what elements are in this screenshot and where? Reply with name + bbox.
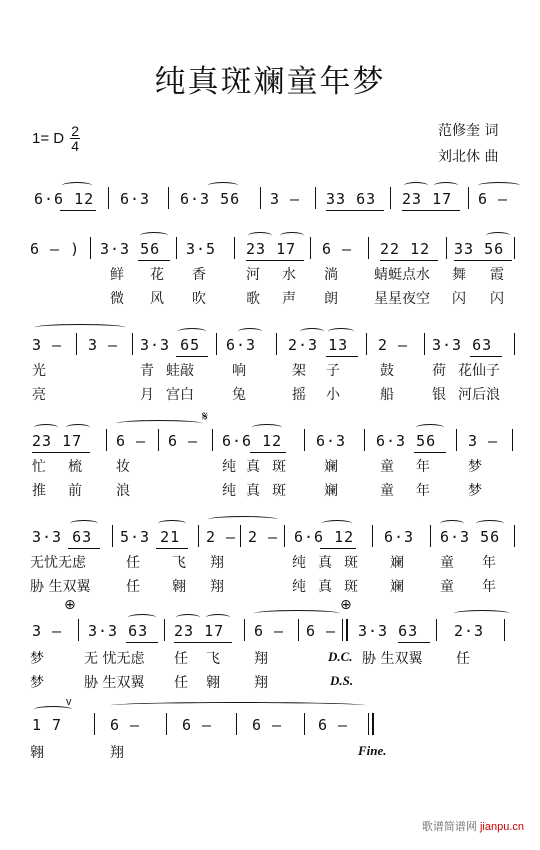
lyric-word: 年 — [416, 459, 430, 475]
lyric-word: 星星夜空 — [374, 291, 430, 307]
lyric-word: 淌 — [324, 267, 338, 283]
barline — [78, 619, 79, 641]
lyric-word: 子 — [326, 363, 340, 379]
lyric-word: 纯 — [222, 483, 236, 499]
barline — [372, 713, 374, 735]
measure: 3 – — [32, 336, 63, 354]
lyric-verse-2 — [0, 672, 540, 694]
barline — [76, 333, 77, 355]
lyric-word: 翔 — [254, 651, 268, 667]
lyric-word: 蛙敲 — [166, 363, 194, 379]
measure: 6·6 12 — [222, 432, 283, 450]
lyric-word: 架 — [292, 363, 306, 379]
lyric-word: 斓 — [324, 483, 338, 499]
watermark — [422, 818, 524, 834]
lyric-word: 胁 生双翼 — [84, 675, 145, 691]
measure: 2·3 13 — [288, 336, 349, 354]
barline — [514, 333, 515, 355]
underline — [138, 260, 170, 261]
tie — [454, 610, 510, 617]
lyric-word: 河后浪 — [458, 387, 500, 403]
slur — [300, 328, 324, 335]
lyric-word: 荷 — [432, 363, 446, 379]
measure: 6·3 — [120, 190, 151, 208]
song-title: 纯真斑斓童年梦 — [154, 64, 386, 100]
score-row-5 — [0, 522, 540, 622]
barline — [298, 619, 299, 641]
underline — [68, 548, 100, 549]
lyric-word: 翱 — [172, 579, 186, 595]
barline — [106, 429, 107, 451]
barline — [284, 525, 285, 547]
measure: 23 17 — [246, 240, 297, 258]
lyric-verse-1 — [0, 552, 540, 574]
measure: 3 – — [88, 336, 119, 354]
barline — [304, 713, 305, 735]
lyric-word: 任 — [126, 579, 140, 595]
barline — [436, 619, 437, 641]
notes-line — [0, 616, 540, 646]
barline — [366, 333, 367, 355]
barline — [212, 429, 213, 451]
measure: 3 – — [270, 190, 301, 208]
lyric-word: 梳 — [68, 459, 82, 475]
lyric-word: 船 — [380, 387, 394, 403]
lyric-word: 斓 — [324, 459, 338, 475]
measure: 6 – — [306, 622, 337, 640]
barline — [304, 429, 305, 451]
lyric-word: 斓 — [390, 555, 404, 571]
lyric-word: 推 — [32, 483, 46, 499]
fine-mark: Fine. — [358, 743, 387, 758]
measure: 33 56 — [454, 240, 505, 258]
lyric-word: 月 — [140, 387, 154, 403]
notes-line — [0, 522, 540, 552]
barline — [446, 237, 447, 259]
lyric-word: 鼓 — [380, 363, 394, 379]
lyric-word: 任 — [174, 675, 188, 691]
lyric-word: 朗 — [324, 291, 338, 307]
lyric-word: 任 — [174, 651, 188, 667]
measure: 6 – ) — [30, 240, 81, 258]
time-top: 2 — [71, 123, 79, 139]
slur — [486, 232, 510, 239]
slur — [476, 520, 504, 527]
underline — [320, 548, 356, 549]
lyric-word: 童 — [380, 483, 394, 499]
score-row-4 — [0, 408, 540, 526]
underline — [32, 452, 90, 453]
measure: 2 – — [378, 336, 409, 354]
underline — [326, 210, 384, 211]
measure: 3·3 63 — [32, 528, 93, 546]
lyric-word: 纯 — [292, 579, 306, 595]
slur — [328, 328, 354, 335]
barline — [164, 619, 165, 641]
barline — [310, 237, 311, 259]
tie — [208, 516, 278, 523]
slur — [208, 182, 238, 189]
lyric-word: 河 — [246, 267, 260, 283]
lyric-word: 翔 — [210, 555, 224, 571]
slur — [280, 232, 304, 239]
lyric-word: 梦 — [30, 675, 44, 691]
lyric-word: 无忧无虑 — [30, 555, 86, 571]
lyric-word: 真 — [318, 579, 332, 595]
ds-mark: D.S. — [330, 673, 354, 688]
lyric-word: 蜻蜓点水 — [374, 267, 430, 283]
lyric-word: 梦 — [468, 459, 482, 475]
lyric-verse-1 — [0, 742, 540, 764]
measure: 6 – — [116, 432, 147, 450]
lyric-word: 花仙子 — [458, 363, 500, 379]
lyric-word: 风 — [150, 291, 164, 307]
lyric-word: 声 — [282, 291, 296, 307]
lyric-word: 歌 — [246, 291, 260, 307]
barline — [158, 429, 159, 451]
barline — [176, 237, 177, 259]
lyric-word: 斓 — [390, 579, 404, 595]
time-bottom: 4 — [71, 138, 79, 154]
measure: 5·3 21 — [120, 528, 181, 546]
barline — [504, 619, 505, 641]
time-signature — [70, 124, 80, 153]
lyric-word: 光 — [32, 363, 46, 379]
measure: 3·5 — [186, 240, 217, 258]
measure: 3·3 63 — [88, 622, 149, 640]
slur — [70, 520, 98, 527]
measure: 23 17 — [402, 190, 453, 208]
lyric-word: 吹 — [192, 291, 206, 307]
notes-line — [0, 330, 540, 360]
barline — [276, 333, 277, 355]
barline — [372, 525, 373, 547]
measure: 6 – — [318, 716, 349, 734]
score-row-3 — [0, 330, 540, 430]
slur — [248, 232, 272, 239]
measure: 6·3 — [316, 432, 347, 450]
measure: 1 7 — [32, 716, 63, 734]
lyric-word: 胁 生双翼 — [30, 579, 91, 595]
notes-line — [0, 426, 540, 456]
underline — [326, 356, 358, 357]
measure: 6·3 — [226, 336, 257, 354]
lyric-word: 胁 生双翼 — [362, 651, 423, 667]
lyric-word: 斑 — [272, 459, 286, 475]
key-label: 1= D — [32, 130, 65, 147]
measure: 2 – — [248, 528, 279, 546]
lyric-word: 响 — [232, 363, 246, 379]
tie — [34, 324, 126, 331]
measure: 6 – — [254, 622, 285, 640]
measure: 3·3 63 — [432, 336, 493, 354]
score-row-6 — [0, 596, 540, 716]
underline — [402, 210, 460, 211]
lyric-word: 微 — [110, 291, 124, 307]
credits — [438, 118, 498, 170]
slur — [416, 424, 444, 431]
measure: 6·3 — [384, 528, 415, 546]
underline — [470, 356, 502, 357]
lyric-word: 小 — [326, 387, 340, 403]
lyric-word: 香 — [192, 267, 206, 283]
barline — [108, 187, 109, 209]
underline — [250, 452, 286, 453]
barline — [240, 525, 241, 547]
lyric-word: 花 — [150, 267, 164, 283]
measure: 6 – — [110, 716, 141, 734]
lyric-word: 霞 — [490, 267, 504, 283]
measure: 3 – — [468, 432, 499, 450]
barline — [512, 429, 513, 451]
notes-line — [0, 234, 540, 264]
tie — [116, 420, 202, 427]
barline — [468, 187, 469, 209]
lyric-word: 斑 — [344, 579, 358, 595]
measure: 33 63 — [326, 190, 377, 208]
lyric-word: 年 — [416, 483, 430, 499]
barline — [198, 525, 199, 547]
barline — [346, 619, 348, 641]
measure: 2 – — [206, 528, 237, 546]
lyric-word: 亮 — [32, 387, 46, 403]
coda-icon: ⊕ — [340, 596, 352, 612]
lyric-verse-1 — [0, 264, 540, 286]
lyric-word: 水 — [282, 267, 296, 283]
slur — [140, 232, 168, 239]
slur — [238, 328, 262, 335]
barline — [216, 333, 217, 355]
lyric-verse-2 — [0, 384, 540, 406]
barline — [390, 187, 391, 209]
barline — [456, 429, 457, 451]
lyricist: 范修奎 词 — [438, 123, 499, 139]
lyric-word: 纯 — [292, 555, 306, 571]
slur — [440, 520, 464, 527]
breath-mark-icon: v — [66, 696, 72, 708]
slur — [158, 520, 186, 527]
notes-line — [0, 184, 540, 214]
measure: 6·6 12 — [294, 528, 355, 546]
lyric-word: 真 — [246, 483, 260, 499]
barline — [236, 713, 237, 735]
slur — [404, 182, 428, 189]
measure: 3·3 63 — [358, 622, 419, 640]
underline — [454, 260, 512, 261]
measure: 6 – — [322, 240, 353, 258]
watermark-url: jianpu.cn — [479, 821, 524, 833]
underline — [126, 642, 158, 643]
barline — [166, 713, 167, 735]
watermark-site: 歌谱简谱网 — [421, 821, 477, 833]
barline — [315, 187, 316, 209]
lyric-word: 翔 — [210, 579, 224, 595]
measure: 6·3 56 — [440, 528, 501, 546]
underline — [60, 210, 96, 211]
barline — [260, 187, 261, 209]
tie — [110, 702, 366, 709]
barline — [424, 333, 425, 355]
lyric-word: 童 — [380, 459, 394, 475]
barline — [368, 713, 369, 735]
measure: 6·3 56 — [376, 432, 437, 450]
underline — [246, 260, 304, 261]
barline — [90, 237, 91, 259]
measure: 2·3 — [454, 622, 485, 640]
lyric-word: 闪 — [452, 291, 466, 307]
score-row-2 — [0, 234, 540, 334]
coda-icon: ⊕ — [64, 596, 76, 612]
slur — [206, 614, 230, 621]
lyric-word: 真 — [318, 555, 332, 571]
lyric-word: 真 — [246, 459, 260, 475]
composer: 刘北休 曲 — [438, 149, 499, 165]
lyric-word: 斑 — [272, 483, 286, 499]
barline — [430, 525, 431, 547]
lyric-word: 忙 — [32, 459, 46, 475]
notes-line — [0, 710, 540, 740]
slur — [322, 520, 352, 527]
slur — [34, 424, 58, 431]
slur — [252, 424, 282, 431]
tie — [478, 182, 520, 189]
lyric-word: 妆 — [116, 459, 130, 475]
key-signature — [32, 124, 80, 153]
barline — [244, 619, 245, 641]
lyric-word: 闪 — [490, 291, 504, 307]
measure: 3 – — [32, 622, 63, 640]
slur — [66, 424, 90, 431]
lyric-verse-2 — [0, 576, 540, 598]
segno-icon: 𝄋 — [202, 408, 209, 424]
lyric-word: 任 — [126, 555, 140, 571]
lyric-word: 翱 — [206, 675, 220, 691]
lyric-word: 银 — [432, 387, 446, 403]
measure: 3·3 65 — [140, 336, 201, 354]
measure: 6·3 56 — [180, 190, 241, 208]
measure: 3·3 56 — [100, 240, 161, 258]
lyric-word: 梦 — [468, 483, 482, 499]
underline — [380, 260, 438, 261]
lyric-word: 兔 — [232, 387, 246, 403]
barline — [94, 713, 95, 735]
measure: 6 – — [168, 432, 199, 450]
barline — [364, 429, 365, 451]
slur — [178, 328, 206, 335]
lyric-word: 前 — [68, 483, 82, 499]
lyric-word: 飞 — [206, 651, 220, 667]
lyric-word: 舞 — [452, 267, 466, 283]
barline — [514, 237, 515, 259]
lyric-word: 梦 — [30, 651, 44, 667]
lyric-word: 斑 — [344, 555, 358, 571]
lyric-word: 年 — [482, 555, 496, 571]
lyric-word: 无 忧无虑 — [84, 651, 145, 667]
underline — [414, 452, 446, 453]
lyric-word: 青 — [140, 363, 154, 379]
lyric-word: 童 — [440, 579, 454, 595]
slur — [176, 614, 200, 621]
lyric-word: 任 — [456, 651, 470, 667]
lyric-word: 翔 — [254, 675, 268, 691]
slur — [34, 706, 72, 713]
slur — [62, 182, 92, 189]
lyric-word: 宫白 — [166, 387, 194, 403]
lyric-word: 翔 — [110, 745, 124, 761]
measure: 6 – — [252, 716, 283, 734]
underline — [398, 642, 430, 643]
tie — [254, 610, 340, 617]
lyric-word: 摇 — [292, 387, 306, 403]
slur — [434, 182, 458, 189]
measure: 23 17 — [174, 622, 225, 640]
score-row-7 — [0, 696, 540, 810]
barline — [342, 619, 343, 641]
dc-mark: D.C. — [328, 649, 353, 664]
lyric-verse-1 — [0, 360, 540, 382]
lyric-word: 翱 — [30, 745, 44, 761]
barline — [514, 525, 515, 547]
lyric-verse-2 — [0, 480, 540, 502]
barline — [168, 187, 169, 209]
lyric-word: 鲜 — [110, 267, 124, 283]
lyric-word: 童 — [440, 555, 454, 571]
lyric-word: 年 — [482, 579, 496, 595]
barline — [132, 333, 133, 355]
slur — [128, 614, 156, 621]
lyric-verse-1 — [0, 456, 540, 478]
lyric-word: 飞 — [172, 555, 186, 571]
measure: 6 – — [478, 190, 509, 208]
measure: 6·6 12 — [34, 190, 95, 208]
barline — [368, 237, 369, 259]
lyric-word: 浪 — [116, 483, 130, 499]
lyric-word: 纯 — [222, 459, 236, 475]
lyric-verse-2 — [0, 288, 540, 310]
underline — [156, 548, 188, 549]
measure: 22 12 — [380, 240, 431, 258]
measure: 23 17 — [32, 432, 83, 450]
lyric-verse-1 — [0, 648, 540, 670]
underline — [174, 642, 232, 643]
underline — [176, 356, 208, 357]
measure: 6 – — [182, 716, 213, 734]
barline — [234, 237, 235, 259]
barline — [112, 525, 113, 547]
